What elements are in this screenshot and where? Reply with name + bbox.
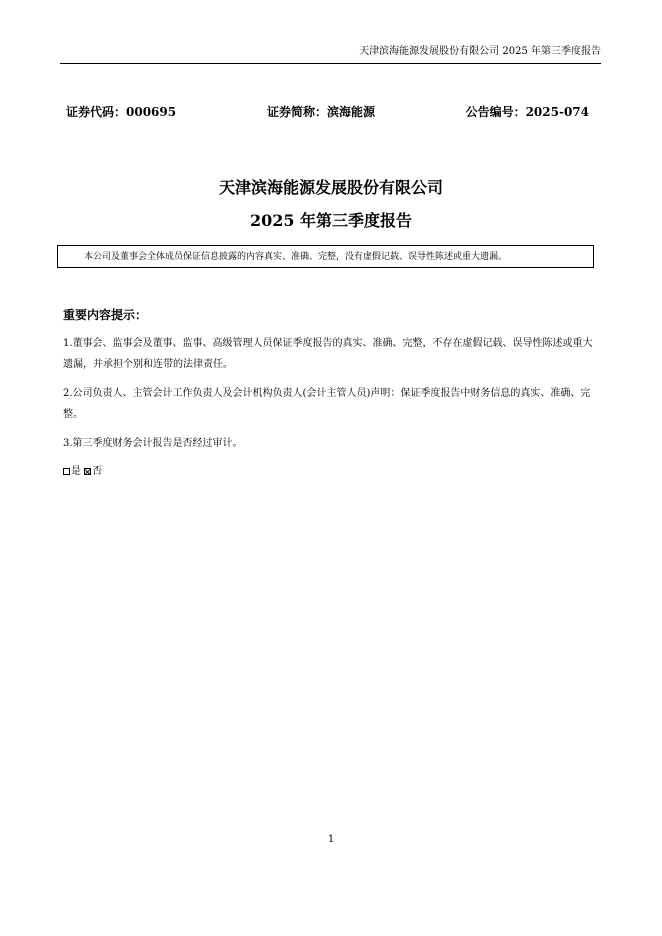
unchecked-box-icon	[63, 468, 70, 475]
audit-options	[63, 461, 593, 482]
running-header: 天津滨海能源发展股份有限公司 2025 年第三季度报告	[359, 46, 601, 57]
stock-code: 证券代码：000695	[66, 105, 177, 119]
announcement-number: 公告编号：2025-074	[465, 105, 589, 119]
stock-name: 证券简称：滨海能源	[267, 105, 376, 119]
header-rule	[60, 63, 601, 64]
audit-option-yes: 是	[71, 466, 81, 477]
important-item-1: 1.董事会、监事会及董事、监事、高级管理人员保证季度报告的真实、准确、完整，不存在虚假记载、误导性陈述或重大遗漏，并承担个别和连带的法律责任。	[63, 338, 593, 370]
report-title: 2025 年第三季度报告	[249, 211, 413, 230]
important-item-2: 2.公司负责人、主管会计工作负责人及会计机构负责人(会计主管人员)声明：保证季度报告中财务信息的真实、准确、完整。	[63, 388, 591, 420]
checked-box-icon	[84, 468, 91, 475]
disclosure-notice-box	[57, 245, 594, 268]
page-number: 1	[327, 834, 335, 845]
important-notes-heading: 重要内容提示：	[63, 308, 148, 322]
disclosure-notice-text: 本公司及董事会全体成员保证信息披露的内容真实、准确、完整，没有虚假记载、误导性陈述或重大遗漏。	[84, 252, 508, 262]
audit-option-no: 否	[92, 466, 103, 477]
important-item-3: 3.第三季度财务会计报告是否经过审计。	[63, 438, 243, 449]
company-title: 天津滨海能源发展股份有限公司	[218, 178, 443, 197]
